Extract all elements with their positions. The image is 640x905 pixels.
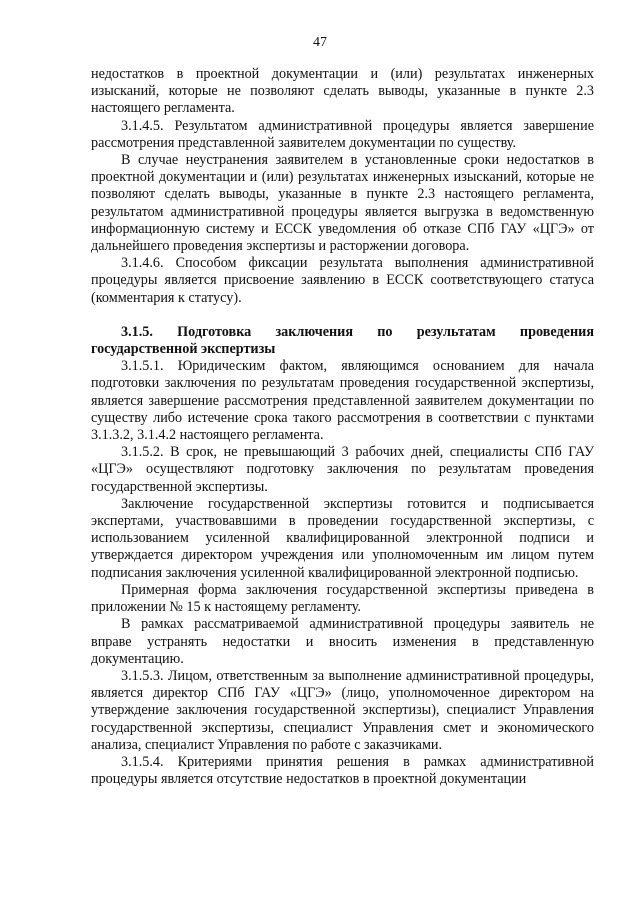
paragraph-3-1-5-1: 3.1.5.1. Юридическим фактом, являющимся основанием для начала подготовки заключения по результатам проведения государственной экспертизы, является завершение рассмотрения представленной заявителем документации по существу либо истечение срока такого рассмотрения в соответствии с пунктами 3.1.3.2, 3.1.4.2 настоящего регламента. [91, 358, 594, 444]
paragraph-sample-form: Примерная форма заключения государственной экспертизы приведена в приложении № 15 к настоящему регламенту. [91, 581, 594, 616]
paragraph-3-1-5-3: 3.1.5.3. Лицом, ответственным за выполнение административной процедуры, является директор СПб ГАУ «ЦГЭ» (лицо, уполномоченное директором на утверждение заключения государственной экспертизы), специалист Управления государственной экспертизы, специалист Управления смет и экономического анализа, специалист Управления по работе с заказчиками. [91, 667, 594, 753]
paragraph-3-1-4-6: 3.1.4.6. Способом фиксации результата выполнения административной процедуры является присвоение заявлению в ЕССК соответствующего статуса (комментария к статусу). [91, 255, 594, 306]
paragraph-non-elimination: В случае неустранения заявителем в установленные сроки недостатков в проектной документации и (или) результатах инженерных изысканий, которые не позволяют сделать выводы, указанные в пункте 2.3 настоящего регламента, результатом административной процедуры является выгрузка в ведомственную информационную систему и ЕССК уведомления об отказе СПб ГАУ «ЦГЭ» от дальнейшего проведения экспертизы и расторжении договора. [91, 152, 594, 255]
section-heading-3-1-5: 3.1.5. Подготовка заключения по результатам проведения государственной экспертизы [91, 323, 594, 358]
paragraph-3-1-5-4: 3.1.5.4. Критериями принятия решения в рамках административной процедуры является отсутствие недостатков в проектной документации [91, 753, 594, 788]
paragraph-3-1-5-2: 3.1.5.2. В срок, не превышающий 3 рабочих дней, специалисты СПб ГАУ «ЦГЭ» осуществляют подготовку заключения по результатам проведения государственной экспертизы. [91, 444, 594, 495]
paragraph-conclusion-signing: Заключение государственной экспертизы готовится и подписывается экспертами, участвовавшими в проведении государственной экспертизы, с использованием усиленной квалифицированной электронной подписи и утверждается директором учреждения или уполномоченным им лицом путем подписания заключения усиленной квалифицированной электронной подписью. [91, 495, 594, 581]
paragraph-3-1-4-5: 3.1.4.5. Результатом административной процедуры является завершение рассмотрения представленной заявителем документации по существу. [91, 117, 594, 151]
paragraph-no-changes: В рамках рассматриваемой административной процедуры заявитель не вправе устранять недостатки и вносить изменения в представленную документацию. [91, 616, 594, 667]
paragraph-continuation: недостатков в проектной документации и (или) результатах инженерных изысканий, которые не позволяют сделать выводы, указанные в пункте 2.3 настоящего регламента. [91, 66, 594, 117]
page-number: 47 [313, 35, 327, 50]
document-body [91, 66, 594, 788]
